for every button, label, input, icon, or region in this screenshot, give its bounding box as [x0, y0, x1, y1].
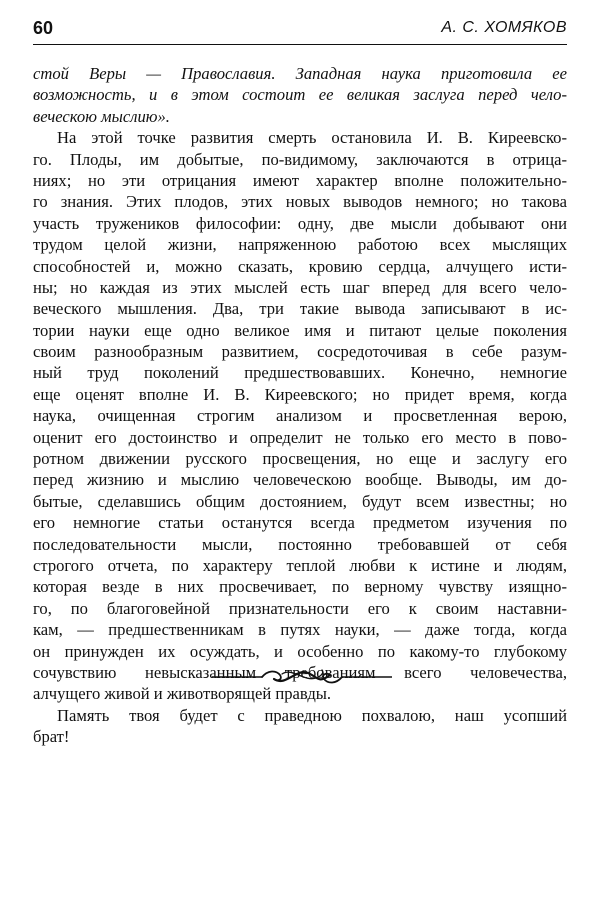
page-number: 60	[33, 18, 54, 38]
text-line: го, по благоговейной признательности его к своим наставни-	[33, 598, 567, 618]
text-line: бытые, сделавшись общим достоянием, будут всем известны; но	[33, 491, 567, 511]
text-line: оценит его достоинство и определит не только его место в пово-	[33, 427, 567, 447]
text-line: перед жизнию и мыслию человеческою вообще. Выводы, им до-	[33, 470, 567, 490]
text-line: веческою мыслию».	[33, 106, 170, 126]
text-line: ный труд поколений предшествовавших. Конечно, немногие	[33, 363, 567, 383]
text-line: ны; но каждая из этих мыслей есть шаг вперед для всего чело-	[33, 277, 567, 297]
text-line: алчущего живой и животворящей правды.	[33, 684, 332, 704]
text-line: участь тружеников философии: одну, две мысли добывают они	[33, 213, 567, 233]
running-head: А. С. ХОМЯКОВ	[441, 19, 567, 36]
text-line: способностей и, можно сказать, кровию сердца, алчущего исти-	[33, 256, 567, 276]
text-line: его немногие статьи останутся всегда предметом изучения по	[33, 513, 567, 533]
text-line: своим разнообразным развитием, сосредоточивая в себе разум-	[33, 342, 567, 362]
text-line: еще оценят вполне И. В. Киреевского; но придет время, когда	[33, 384, 567, 404]
page-header	[33, 16, 567, 45]
text-line: он принужден их осуждать, и особенно по какому-то глубокому	[33, 641, 567, 661]
text-line: го знания. Этих плодов, этих новых выводов немного; но такова	[33, 192, 567, 212]
text-line: трудом целой жизни, напряженною работою всех мыслящих	[33, 235, 567, 255]
swirl-ornament-icon	[212, 662, 392, 692]
text-line: последовательности мысли, постоянно требовавшей от себя	[33, 534, 567, 554]
text-line: На этой точке развития смерть остановила И. В. Киреевско-	[57, 128, 567, 148]
text-line: брат!	[33, 727, 70, 747]
text-line: го. Плоды, им добытые, по-видимому, заключаются в отрица-	[33, 149, 567, 169]
body-text	[33, 63, 567, 748]
text-line: строгого отчета, по характеру теплой любви к истине и людям,	[33, 555, 567, 575]
text-line: веческого мышления. Два, три такие вывода записывают в ис-	[33, 299, 567, 319]
text-line: которая везде в них просвечивает, по верному чувству изящно-	[33, 577, 567, 597]
text-line: тории науки еще одно великое имя и питают целые поколения	[33, 320, 567, 340]
text-line: сочувствию невысказанным требованиям всего человечества,	[33, 662, 567, 682]
text-line: Память твоя будет с праведною похвалою, наш усопший	[57, 705, 567, 725]
text-line: стой Веры — Православия. Западная наука приготовила ее	[33, 64, 567, 83]
text-line: наука, очищенная строгим анализом и просветленная верою,	[33, 406, 567, 426]
text-line: ротном движении русского просвещения, но еще и заслугу его	[33, 449, 567, 469]
text-line: ниях; но эти отрицания имеют характер вполне положительно-	[33, 170, 567, 190]
text-line: кам, — предшественникам в путях науки, — даже тогда, когда	[33, 620, 567, 640]
text-line: возможность, и в этом состоит ее великая заслуга перед чело-	[33, 85, 567, 105]
